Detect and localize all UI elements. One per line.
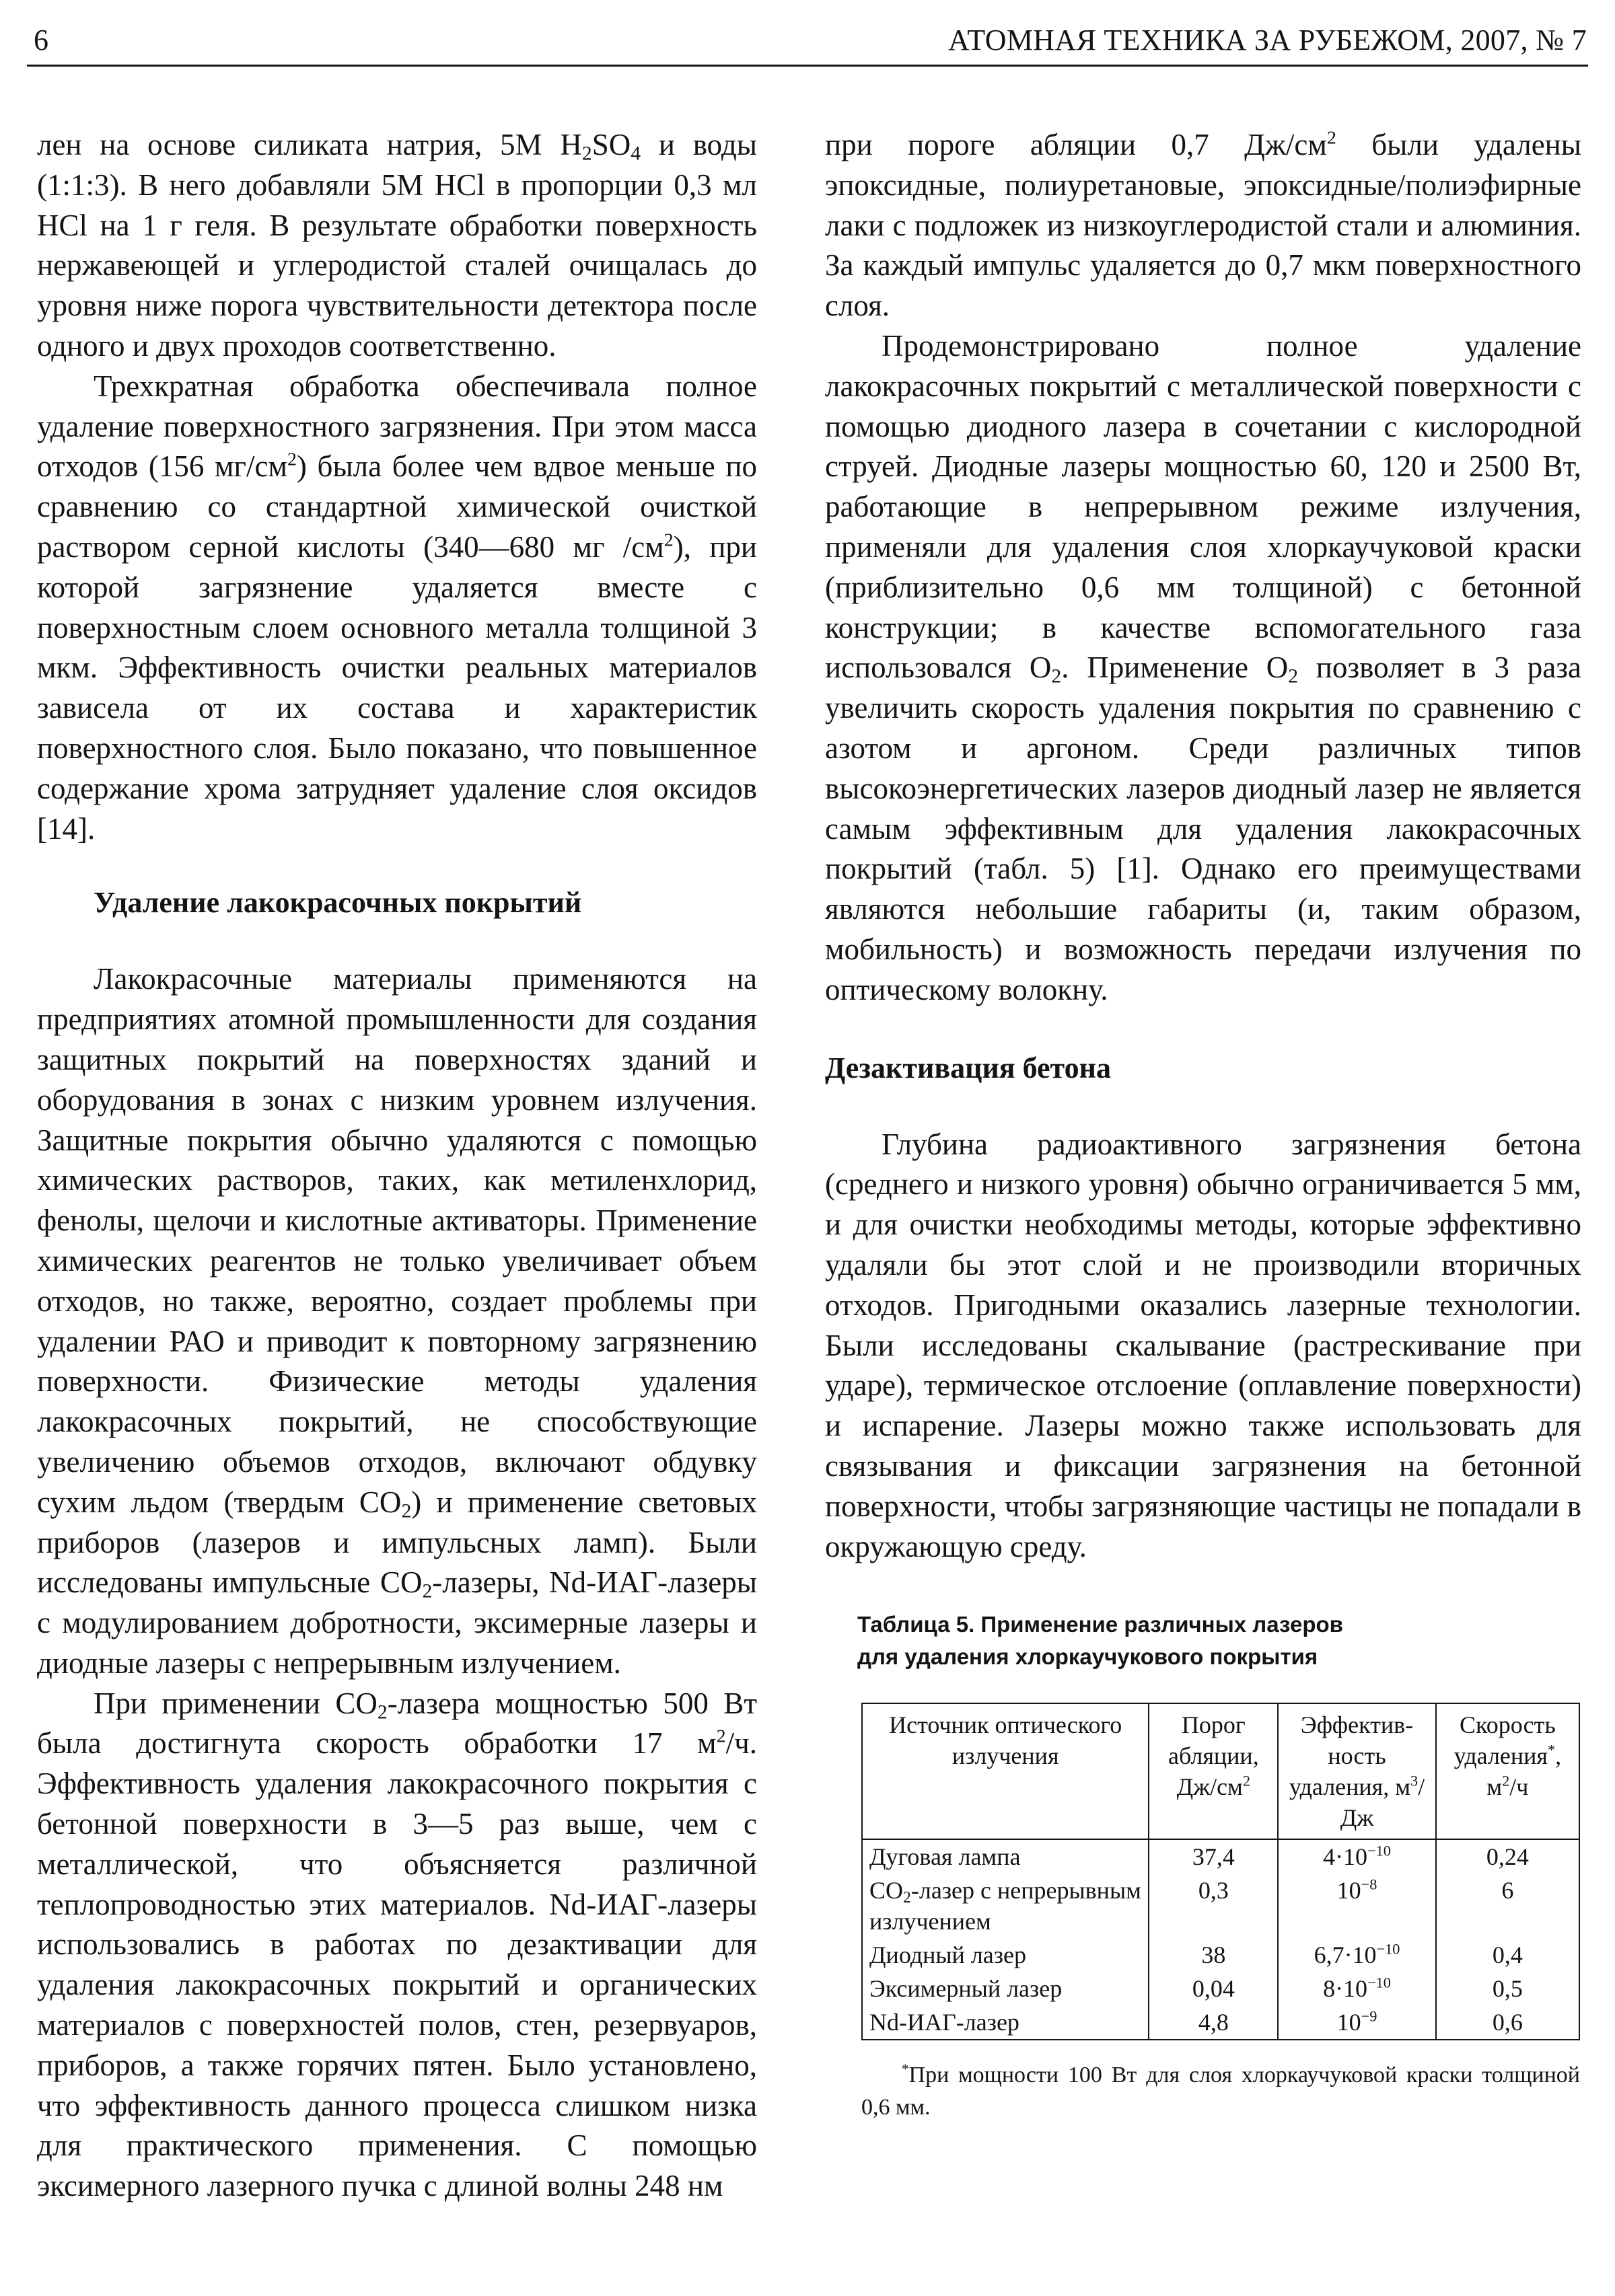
table-caption-line: для удаления хлоркаучукового покрытия — [857, 1644, 1318, 1670]
paragraph: При применении $CO_2$-лазера мощностью 500 Вт была достигнута скорость обработки 17 $м^2/ч$. Эффективность удаления лакокрасочного покрытия с бетонной поверхности в 3—5 раз выше, чем с металлической, что объясняется различной теплопроводностью этих материалов. Nd-ИАГ-лазеры использовались в работах по дезактивации для удаления лакокрасочных покрытий и органических материалов с поверхностей полов, стен, резервуаров, приборов, а также горячих пятен. Было установлено, что эффективность данного процесса слишком низка для практического применения. С помощью эксимерного лазерного пучка с длиной волны 248 нм — [37, 1686, 757, 2203]
table-row — [862, 1938, 1579, 1972]
section-heading: Удаление лакокрасочных покрытий — [94, 886, 582, 920]
paragraph: Глубина радиоактивного загрязнения бетона (среднего и низкого уровня) обычно ограничивается 5 мм, и для очистки необходимы методы, которые эффективно удаляли бы этот слой и не производили вторичных отходов. Пригодными оказались лазерные технологии. Были исследованы скалывание (растрескивание при ударе), термическое отслоение (оплавление поверхности) и испарение. Лазеры можно также использовать для связывания и фиксации загрязнения на бетонной поверхности, чтобы загрязняющие частицы не попадали в окружающую среду. — [825, 1127, 1581, 1563]
header-threshold: Порог абляции, $Дж/см^2$ — [1149, 1703, 1278, 1839]
cell-efficiency: $6,7\cdot 10^{-10}$ — [1278, 1938, 1436, 1972]
cell-speed: 0,6 — [1436, 2005, 1579, 2040]
cell-source: Nd-ИАГ-лазер — [862, 2005, 1149, 2040]
cell-speed: 6 — [1436, 1874, 1579, 1938]
table-caption — [857, 1608, 1581, 1673]
cell-speed: 0,5 — [1436, 1972, 1579, 2005]
table-row — [862, 1972, 1579, 2005]
cell-speed: 0,24 — [1436, 1839, 1579, 1874]
cell-speed: 0,4 — [1436, 1938, 1579, 1972]
cell-threshold: 0,3 — [1149, 1874, 1278, 1938]
paragraph: Трехкратная обработка обеспечивала полное удаление поверхностного загрязнения. При этом масса отходов (156 $мг/см^2$) была более чем вдвое меньше по сравнению со стандартной химической очисткой раствором серной кислоты (340—680 мг $/см^2$), при которой загрязнение удаляется вместе с поверхностным слоем основного металла толщиной 3 мкм. Эффективность очистки реальных материалов зависела от их состава и характеристик поверхностного слоя. Было показано, что повышенное содержание хрома затрудняет удаление слоя оксидов [14]. — [37, 369, 758, 846]
page-header — [27, 20, 1588, 67]
running-title: АТОМНАЯ ТЕХНИКА ЗА РУБЕЖОМ, 2007, № 7 — [948, 24, 1587, 57]
paragraph: при пороге абляции 0,7 $Дж/см^2$ были удалены эпоксидные, полиуретановые, эпоксидные/полиэфирные лаки с подложек из низкоуглеродистой стали и алюминия. За каждый импульс удаляется до 0,7 мкм поверхностного слоя. — [825, 127, 1581, 323]
table-row — [862, 1839, 1579, 1874]
cell-efficiency: $4\cdot 10^{-10}$ — [1278, 1839, 1436, 1874]
cell-efficiency: $8\cdot 10^{-10}$ — [1278, 1972, 1436, 2005]
right-column — [825, 125, 1581, 2124]
header-source: Источник оптического излучения — [862, 1703, 1149, 1839]
cell-source: Эксимерный лазер — [862, 1972, 1149, 2005]
table-header-row — [862, 1703, 1579, 1839]
paragraph: Продемонстрировано полное удаление лакокрасочных покрытий с металлической поверхности с помощью диодного лазера в сочетании с кислородной струей. Диодные лазеры мощностью 60, 120 и 2500 Вт, работающие в непрерывном режиме излучения, применяли для удаления слоя хлоркаучуковой краски (приблизительно 0,6 мм толщиной) с бетонной конструкции; в качестве вспомогательного газа использовался $O_2$. Применение $O_2$ позволяет в 3 раза увеличить скорость удаления покрытия по сравнению с азотом и аргоном. Среди различных типов высокоэнергетических лазеров диодный лазер не является самым эффективным для удаления лакокрасочных покрытий (табл. 5) [1]. Однако его преимуществами являются небольшие габариты (и, таким образом, мобильность) и возможность передачи излучения по оптическому волокну. — [825, 328, 1581, 1006]
cell-threshold: 0,04 — [1149, 1972, 1278, 2005]
section-heading: Дезактивация бетона — [825, 1051, 1111, 1084]
cell-source: Дуговая лампа — [862, 1839, 1149, 1874]
page-number: 6 — [34, 24, 48, 57]
laser-table — [861, 1703, 1580, 2040]
cell-efficiency: $10^{-9}$ — [1278, 2005, 1436, 2040]
table-footnote: *При мощности 100 Вт для слоя хлоркаучуковой краски толщиной 0,6 мм. — [861, 2061, 1580, 2120]
paragraph: Лакокрасочные материалы применяются на предприятиях атомной промышленности для создания защитных покрытий на поверхностях зданий и оборудования в зонах с низким уровнем излучения. Защитные покрытия обычно удаляются с помощью химических растворов, таких, как метиленхлорид, фенолы, щелочи и кислотные активаторы. Применение химических реагентов не только увеличивает объем отходов, но также, вероятно, создает проблемы при удалении РАО и приводит к повторному загрязнению поверхности. Физические методы удаления лакокрасочных покрытий, не способствующие увеличению объемов отходов, включают обдувку сухим льдом (твердым $CO_2$) и применение световых приборов (лазеров и импульсных ламп). Были исследованы импульсные $CO_2$-лазеры, Nd-ИАГ-лазеры с модулированием добротности, эксимерные лазеры и диодные лазеры с непрерывным излучением. — [37, 962, 757, 1680]
left-column — [37, 125, 757, 2207]
cell-threshold: 38 — [1149, 1938, 1278, 1972]
table-caption-line: Таблица 5. Применение различных лазеров — [857, 1612, 1343, 1637]
table-row — [862, 1874, 1579, 1938]
header-speed: Скорость удаления*, $м^2/ч$ — [1436, 1703, 1579, 1839]
cell-source: $CO_2$-лазер с непрерывным излучением — [862, 1874, 1149, 1938]
cell-threshold: 37,4 — [1149, 1839, 1278, 1874]
table-row — [862, 2005, 1579, 2040]
cell-threshold: 4,8 — [1149, 2005, 1278, 2040]
cell-source: Диодный лазер — [862, 1938, 1149, 1972]
cell-efficiency: $10^{-8}$ — [1278, 1874, 1436, 1938]
paragraph: лен на основе силиката натрия, 5M $H_2SO_4$ и воды (1:1:3). В него добавляли 5M HCl в пропорции 0,3 мл HCl на 1 г геля. В результате обработки поверхность нержавеющей и углеродистой сталей очищалась до уровня ниже порога чувствительности детектора после одного и двух проходов соответственно. — [37, 128, 757, 363]
header-efficiency: Эффективность удаления, $м^3/Дж$ — [1278, 1703, 1436, 1839]
